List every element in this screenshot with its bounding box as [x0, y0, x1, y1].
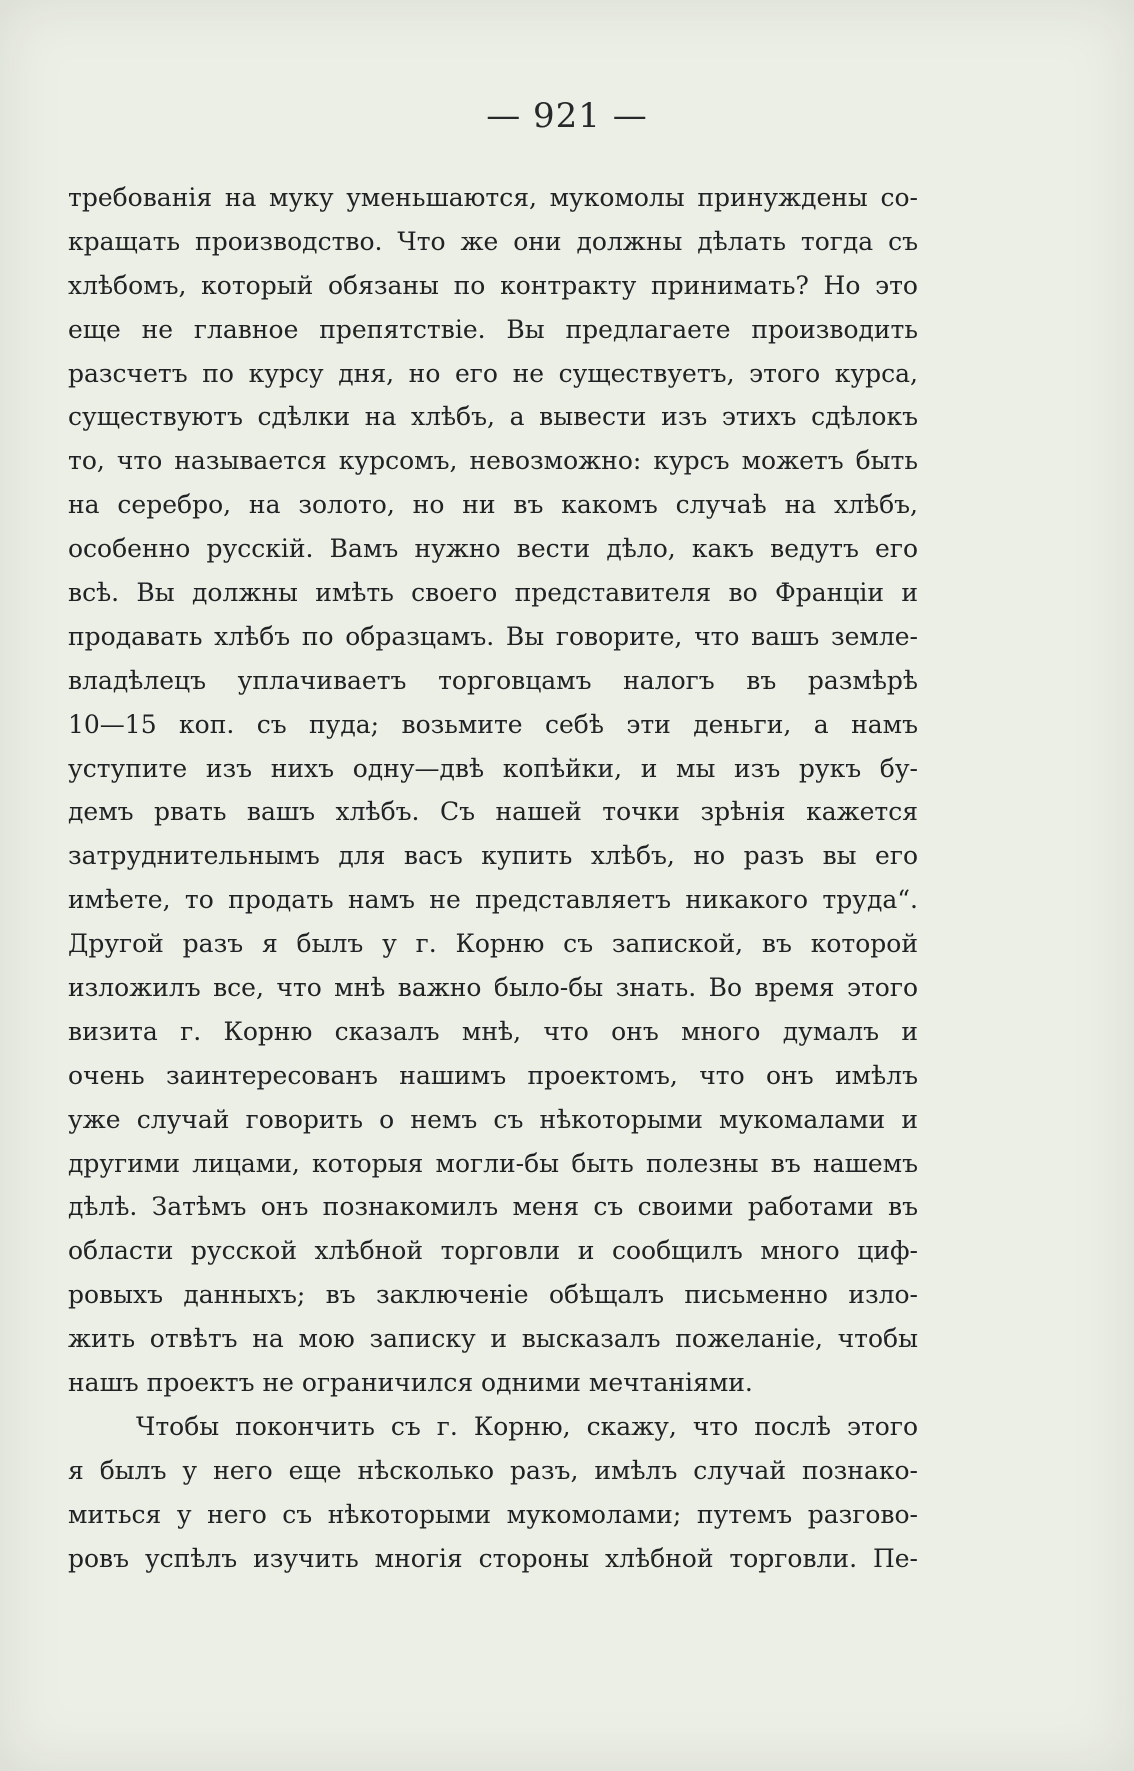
text-line: другими лицами, которыя могли-бы быть полезны въ нашемъ	[68, 1148, 918, 1178]
text-line: имѣете, то продать намъ не представляетъ никакого труда“.	[68, 885, 918, 915]
text-line: изложилъ все, что мнѣ важно было-бы знать. Во время этого	[68, 973, 918, 1003]
text-line: очень заинтересованъ нашимъ проектомъ, что онъ имѣлъ	[68, 1060, 918, 1090]
text-line: Другой разъ я былъ у г. Корню съ запиской, въ которой	[68, 929, 918, 959]
text-line: хлѣбомъ, который обязаны по контракту принимать? Но это	[68, 270, 918, 300]
text-line: еще не главное препятствіе. Вы предлагаете производить	[68, 314, 918, 344]
text-line: затруднительнымъ для васъ купить хлѣбъ, но разъ вы его	[68, 841, 918, 871]
paragraph-start-line: Чтобы покончить съ г. Корню, скажу, что послѣ этого	[136, 1411, 918, 1441]
text-line: визита г. Корню сказалъ мнѣ, что онъ много думалъ и	[68, 1016, 918, 1046]
text-line: всѣ. Вы должны имѣть своего представителя во Франціи и	[68, 578, 918, 608]
text-line: продавать хлѣбъ по образцамъ. Вы говорите, что вашъ земле-	[68, 621, 918, 651]
text-line: кращать производство. Что же они должны дѣлать тогда съ	[68, 226, 918, 256]
text-line: 10—15 коп. съ пуда; возьмите себѣ эти деньги, а намъ	[68, 709, 918, 739]
text-line: жить отвѣтъ на мою записку и высказалъ пожеланіе, чтобы	[68, 1324, 918, 1354]
text-line: области русской хлѣбной торговли и сообщилъ много циф-	[68, 1236, 918, 1266]
text-line: дѣлѣ. Затѣмъ онъ познакомилъ меня съ своими работами въ	[68, 1192, 918, 1222]
text-line: ровъ успѣлъ изучить многія стороны хлѣбной торговли. Пе-	[68, 1543, 918, 1573]
text-line: владѣлецъ уплачиваетъ торговцамъ налогъ въ размѣрѣ	[68, 665, 918, 695]
text-line: миться у него съ нѣкоторыми мукомолами; путемъ разгово-	[68, 1499, 918, 1529]
text-line: то, что называется курсомъ, невозможно: курсъ можетъ быть	[68, 446, 918, 476]
text-line: я былъ у него еще нѣсколько разъ, имѣлъ случай познако-	[68, 1455, 918, 1485]
text-line: на серебро, на золото, но ни въ какомъ случаѣ на хлѣбъ,	[68, 490, 918, 520]
text-line: ровыхъ данныхъ; въ заключеніе обѣщалъ письменно изло-	[68, 1280, 918, 1310]
text-line: требованія на муку уменьшаются, мукомолы принуждены со-	[68, 183, 918, 212]
page-number: — 921 —	[486, 96, 648, 136]
text-line: особенно русскій. Вамъ нужно вести дѣло, какъ ведутъ его	[68, 534, 918, 564]
text-line: разсчетъ по курсу дня, но его не существуетъ, этого курса,	[68, 358, 918, 388]
text-line: существуютъ сдѣлки на хлѣбъ, а вывести изъ этихъ сдѣлокъ	[68, 402, 918, 432]
text-line: демъ рвать вашъ хлѣбъ. Съ нашей точки зрѣнія кажется	[68, 797, 918, 827]
paragraph-end-line: нашъ проектъ не ограничился одними мечтаніями.	[68, 1368, 753, 1398]
text-line: уже случай говорить о немъ съ нѣкоторыми мукомалами и	[68, 1104, 918, 1134]
text-line: уступите изъ нихъ одну—двѣ копѣйки, и мы изъ рукъ бу-	[68, 753, 918, 783]
body-text	[68, 176, 918, 1581]
